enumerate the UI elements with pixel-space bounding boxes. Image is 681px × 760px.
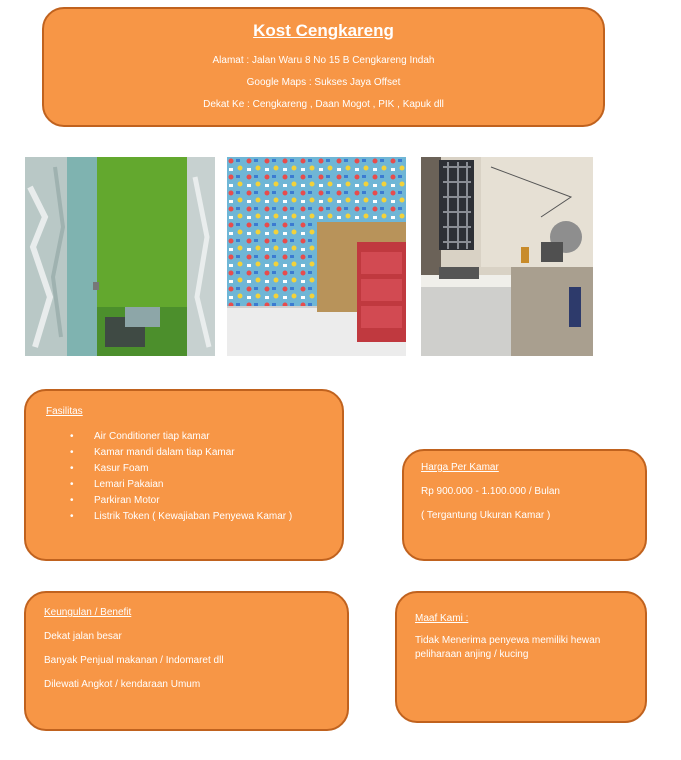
nearby-text: Dekat Ke : Cengkareng , Daan Mogot , PIK , Kapuk dll	[203, 99, 444, 110]
benefit-item: Dilewati Angkot / kendaraan Umum	[44, 679, 201, 690]
benefits-title: Keungulan / Benefit	[44, 607, 132, 618]
maps-text: Google Maps : Sukses Jaya Offset	[246, 77, 401, 88]
list-item: • Parkiran Motor	[70, 493, 304, 509]
list-item: • Kasur Foam	[70, 461, 304, 477]
benefit-item: Dekat jalan besar	[44, 631, 122, 642]
notice-text: Tidak Menerima penyewa memiliki hewan peliharaan anjing / kucing	[415, 635, 601, 660]
price-title: Harga Per Kamar	[421, 462, 499, 473]
price-box	[402, 449, 647, 561]
bullet-icon: •	[70, 511, 74, 522]
benefit-item: Banyak Penjual makanan / Indomaret dll	[44, 655, 224, 666]
kitchen-photo	[421, 157, 593, 356]
facilities-list	[46, 429, 342, 525]
page-title: Kost Cengkareng	[253, 21, 394, 40]
facilities-box	[24, 389, 344, 561]
bedroom-photo	[227, 157, 406, 356]
facilities-title: Fasilitas	[46, 406, 83, 417]
list-item: • Kamar mandi dalam tiap Kamar	[70, 445, 304, 461]
notice-title: Maaf Kami :	[415, 613, 469, 624]
bullet-icon: •	[70, 463, 74, 474]
bathroom-photo	[25, 157, 215, 356]
bullet-icon: •	[70, 495, 74, 506]
bullet-icon: •	[70, 447, 74, 458]
bullet-icon: •	[70, 479, 74, 490]
price-range: Rp 900.000 - 1.100.000 / Bulan	[421, 486, 560, 497]
list-item: • Listrik Token ( Kewajiaban Penyewa Kamar )	[70, 509, 304, 525]
bullet-icon: •	[70, 431, 74, 442]
benefits-box	[24, 591, 349, 731]
price-note: ( Tergantung Ukuran Kamar )	[421, 510, 551, 521]
list-item: • Air Conditioner tiap kamar	[70, 429, 304, 445]
address-text: Alamat : Jalan Waru 8 No 15 B Cengkareng Indah	[212, 55, 435, 66]
header-box	[42, 7, 605, 127]
list-item: • Lemari Pakaian	[70, 477, 304, 493]
notice-box	[395, 591, 647, 723]
